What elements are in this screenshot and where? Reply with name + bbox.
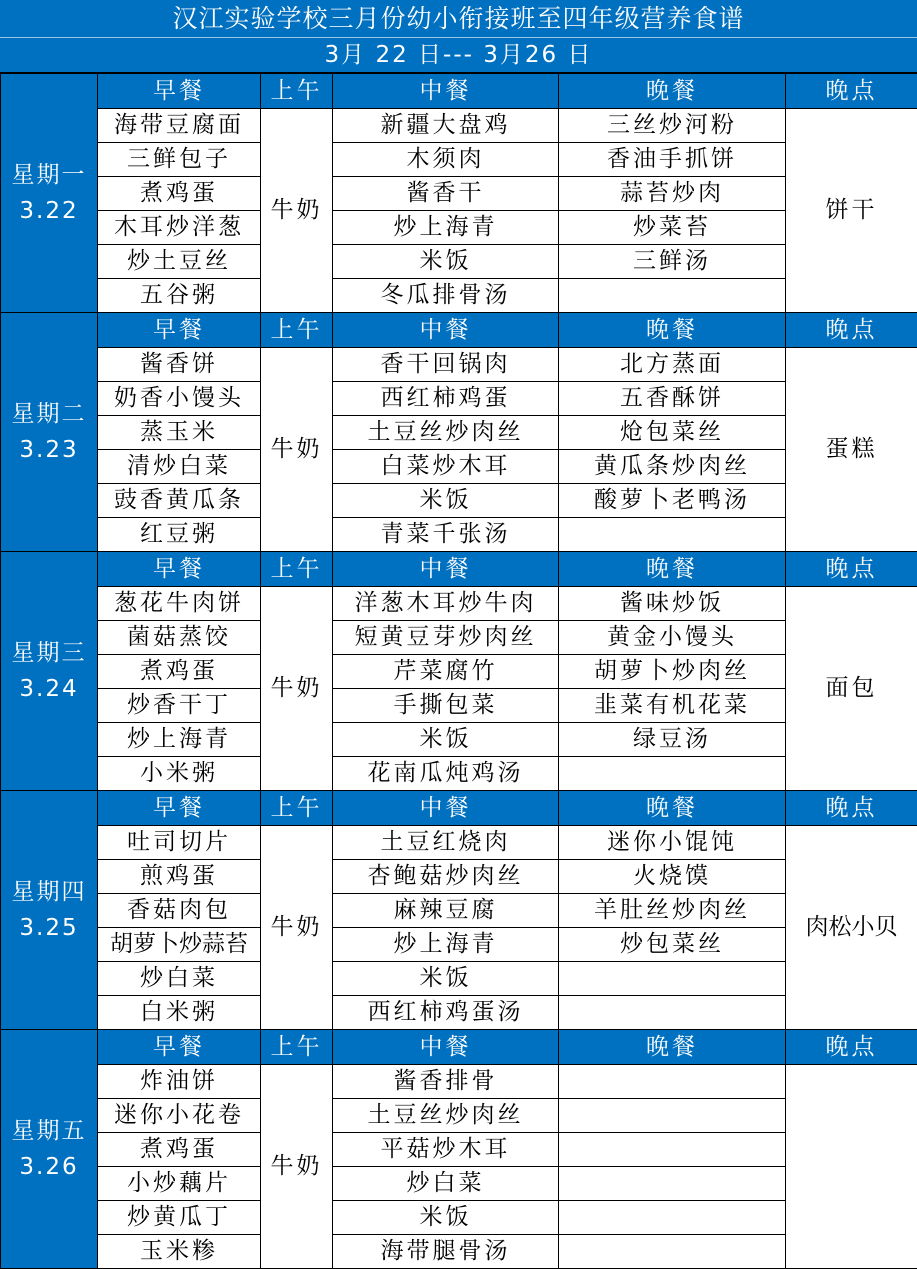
day-label bbox=[1, 313, 98, 552]
column-header-dinner: 晚餐 bbox=[559, 791, 786, 826]
dinner-item: 酱味炒饭 bbox=[559, 587, 786, 621]
snack-item bbox=[786, 1065, 917, 1269]
column-header-dinner: 晚餐 bbox=[559, 74, 786, 109]
lunch-item: 酱香排骨 bbox=[333, 1065, 559, 1099]
date-label: 3.24 bbox=[1, 671, 97, 707]
menu-row bbox=[1, 109, 917, 143]
column-header-breakfast: 早餐 bbox=[98, 791, 261, 826]
breakfast-item: 五谷粥 bbox=[98, 279, 261, 313]
menu-row bbox=[1, 279, 917, 313]
breakfast-item: 煎鸡蛋 bbox=[98, 860, 261, 894]
dinner-item bbox=[559, 962, 786, 996]
page-title: 汉江实验学校三月份幼小衔接班至四年级营养食谱 bbox=[0, 0, 917, 38]
date-label: 3.23 bbox=[1, 432, 97, 468]
column-header-lunch: 中餐 bbox=[333, 313, 559, 348]
breakfast-item: 煮鸡蛋 bbox=[98, 1133, 261, 1167]
lunch-item: 土豆红烧肉 bbox=[333, 826, 559, 860]
snack-item: 肉松小贝 bbox=[786, 826, 917, 1030]
column-header-lunch: 中餐 bbox=[333, 791, 559, 826]
lunch-item: 海带腿骨汤 bbox=[333, 1235, 559, 1269]
breakfast-item: 胡萝卜炒蒜苔 bbox=[98, 928, 261, 962]
dinner-item: 火烧馍 bbox=[559, 860, 786, 894]
menu-row bbox=[1, 416, 917, 450]
column-header-breakfast: 早餐 bbox=[98, 552, 261, 587]
weekday-label: 星期一 bbox=[1, 157, 97, 193]
morning-item: 牛奶 bbox=[261, 826, 333, 1030]
lunch-item: 土豆丝炒肉丝 bbox=[333, 416, 559, 450]
column-header-morning: 上午 bbox=[261, 1030, 333, 1065]
column-header-dinner: 晚餐 bbox=[559, 552, 786, 587]
lunch-item: 炒上海青 bbox=[333, 928, 559, 962]
header-row bbox=[1, 74, 917, 109]
column-header-dinner: 晚餐 bbox=[559, 313, 786, 348]
menu-row bbox=[1, 996, 917, 1030]
lunch-item: 米饭 bbox=[333, 962, 559, 996]
day-label bbox=[1, 791, 98, 1030]
menu-row bbox=[1, 655, 917, 689]
lunch-item: 杏鲍菇炒肉丝 bbox=[333, 860, 559, 894]
header-row bbox=[1, 791, 917, 826]
dinner-item: 三鲜汤 bbox=[559, 245, 786, 279]
dinner-item bbox=[559, 1167, 786, 1201]
breakfast-item: 炒黄瓜丁 bbox=[98, 1201, 261, 1235]
weekday-label: 星期二 bbox=[1, 396, 97, 432]
lunch-item: 米饭 bbox=[333, 245, 559, 279]
dinner-item bbox=[559, 996, 786, 1030]
lunch-item: 米饭 bbox=[333, 484, 559, 518]
lunch-item: 芹菜腐竹 bbox=[333, 655, 559, 689]
lunch-item: 麻辣豆腐 bbox=[333, 894, 559, 928]
column-header-lunch: 中餐 bbox=[333, 552, 559, 587]
breakfast-item: 白米粥 bbox=[98, 996, 261, 1030]
breakfast-item: 香菇肉包 bbox=[98, 894, 261, 928]
lunch-item: 青菜千张汤 bbox=[333, 518, 559, 552]
column-header-morning: 上午 bbox=[261, 552, 333, 587]
breakfast-item: 小炒藕片 bbox=[98, 1167, 261, 1201]
column-header-morning: 上午 bbox=[261, 74, 333, 109]
dinner-item: 酸萝卜老鸭汤 bbox=[559, 484, 786, 518]
dinner-item: 三丝炒河粉 bbox=[559, 109, 786, 143]
column-header-lunch: 中餐 bbox=[333, 74, 559, 109]
menu-row bbox=[1, 211, 917, 245]
menu-row bbox=[1, 1235, 917, 1269]
breakfast-item: 蒸玉米 bbox=[98, 416, 261, 450]
column-header-morning: 上午 bbox=[261, 313, 333, 348]
date-label: 3.26 bbox=[1, 1149, 97, 1185]
breakfast-item: 煮鸡蛋 bbox=[98, 177, 261, 211]
menu-row bbox=[1, 177, 917, 211]
dinner-item: 香油手抓饼 bbox=[559, 143, 786, 177]
dinner-item: 韭菜有机花菜 bbox=[559, 689, 786, 723]
menu-row bbox=[1, 143, 917, 177]
breakfast-item: 炒白菜 bbox=[98, 962, 261, 996]
breakfast-item: 炸油饼 bbox=[98, 1065, 261, 1099]
menu-row bbox=[1, 723, 917, 757]
dinner-item bbox=[559, 1133, 786, 1167]
lunch-item: 木须肉 bbox=[333, 143, 559, 177]
breakfast-item: 玉米糁 bbox=[98, 1235, 261, 1269]
column-header-breakfast: 早餐 bbox=[98, 74, 261, 109]
dinner-item: 胡萝卜炒肉丝 bbox=[559, 655, 786, 689]
dinner-item: 黄金小馒头 bbox=[559, 621, 786, 655]
dinner-item: 炒包菜丝 bbox=[559, 928, 786, 962]
morning-item: 牛奶 bbox=[261, 109, 333, 313]
menu-row bbox=[1, 1133, 917, 1167]
lunch-item: 平菇炒木耳 bbox=[333, 1133, 559, 1167]
header-row bbox=[1, 313, 917, 348]
column-header-breakfast: 早餐 bbox=[98, 1030, 261, 1065]
column-header-snack: 晚点 bbox=[786, 552, 917, 587]
menu-row bbox=[1, 518, 917, 552]
date-label: 3.22 bbox=[1, 193, 97, 229]
menu-row bbox=[1, 587, 917, 621]
breakfast-item: 迷你小花卷 bbox=[98, 1099, 261, 1133]
breakfast-item: 炒香干丁 bbox=[98, 689, 261, 723]
menu-row bbox=[1, 1099, 917, 1133]
lunch-item: 洋葱木耳炒牛肉 bbox=[333, 587, 559, 621]
lunch-item: 手撕包菜 bbox=[333, 689, 559, 723]
breakfast-item: 酱香饼 bbox=[98, 348, 261, 382]
breakfast-item: 炒上海青 bbox=[98, 723, 261, 757]
dinner-item: 羊肚丝炒肉丝 bbox=[559, 894, 786, 928]
breakfast-item: 菌菇蒸饺 bbox=[98, 621, 261, 655]
dinner-item: 黄瓜条炒肉丝 bbox=[559, 450, 786, 484]
morning-item: 牛奶 bbox=[261, 1065, 333, 1269]
dinner-item: 蒜苔炒肉 bbox=[559, 177, 786, 211]
lunch-item: 酱香干 bbox=[333, 177, 559, 211]
breakfast-item: 红豆粥 bbox=[98, 518, 261, 552]
dinner-item bbox=[559, 757, 786, 791]
date-range: 3月 22 日--- 3月26 日 bbox=[0, 38, 917, 73]
breakfast-item: 豉香黄瓜条 bbox=[98, 484, 261, 518]
lunch-item: 冬瓜排骨汤 bbox=[333, 279, 559, 313]
lunch-item: 土豆丝炒肉丝 bbox=[333, 1099, 559, 1133]
breakfast-item: 吐司切片 bbox=[98, 826, 261, 860]
column-header-snack: 晚点 bbox=[786, 74, 917, 109]
weekday-label: 星期四 bbox=[1, 874, 97, 910]
breakfast-item: 小米粥 bbox=[98, 757, 261, 791]
header-row bbox=[1, 552, 917, 587]
dinner-item: 迷你小馄饨 bbox=[559, 826, 786, 860]
dinner-item bbox=[559, 518, 786, 552]
weekday-label: 星期五 bbox=[1, 1113, 97, 1149]
breakfast-item: 煮鸡蛋 bbox=[98, 655, 261, 689]
dinner-item bbox=[559, 1235, 786, 1269]
breakfast-item: 三鲜包子 bbox=[98, 143, 261, 177]
lunch-item: 米饭 bbox=[333, 723, 559, 757]
breakfast-item: 海带豆腐面 bbox=[98, 109, 261, 143]
column-header-snack: 晚点 bbox=[786, 1030, 917, 1065]
column-header-lunch: 中餐 bbox=[333, 1030, 559, 1065]
menu-row bbox=[1, 962, 917, 996]
dinner-item: 五香酥饼 bbox=[559, 382, 786, 416]
menu-row bbox=[1, 928, 917, 962]
menu-row bbox=[1, 382, 917, 416]
lunch-item: 西红柿鸡蛋 bbox=[333, 382, 559, 416]
breakfast-item: 木耳炒洋葱 bbox=[98, 211, 261, 245]
menu-row bbox=[1, 757, 917, 791]
lunch-item: 白菜炒木耳 bbox=[333, 450, 559, 484]
breakfast-item: 葱花牛肉饼 bbox=[98, 587, 261, 621]
date-label: 3.25 bbox=[1, 910, 97, 946]
lunch-item: 香干回锅肉 bbox=[333, 348, 559, 382]
column-header-dinner: 晚餐 bbox=[559, 1030, 786, 1065]
breakfast-item: 清炒白菜 bbox=[98, 450, 261, 484]
lunch-item: 短黄豆芽炒肉丝 bbox=[333, 621, 559, 655]
day-label bbox=[1, 1030, 98, 1269]
lunch-item: 新疆大盘鸡 bbox=[333, 109, 559, 143]
morning-item: 牛奶 bbox=[261, 348, 333, 552]
menu-row bbox=[1, 826, 917, 860]
day-label bbox=[1, 552, 98, 791]
dinner-item: 北方蒸面 bbox=[559, 348, 786, 382]
dinner-item bbox=[559, 1201, 786, 1235]
dinner-item bbox=[559, 279, 786, 313]
snack-item: 面包 bbox=[786, 587, 917, 791]
menu-row bbox=[1, 484, 917, 518]
column-header-snack: 晚点 bbox=[786, 791, 917, 826]
breakfast-item: 奶香小馒头 bbox=[98, 382, 261, 416]
breakfast-item: 炒土豆丝 bbox=[98, 245, 261, 279]
menu-row bbox=[1, 689, 917, 723]
day-label bbox=[1, 74, 98, 313]
lunch-item: 炒上海青 bbox=[333, 211, 559, 245]
menu-table bbox=[0, 73, 917, 1269]
lunch-item: 西红柿鸡蛋汤 bbox=[333, 996, 559, 1030]
snack-item: 饼干 bbox=[786, 109, 917, 313]
menu-row bbox=[1, 860, 917, 894]
menu-row bbox=[1, 1201, 917, 1235]
dinner-item: 炒菜苔 bbox=[559, 211, 786, 245]
menu-row bbox=[1, 348, 917, 382]
dinner-item bbox=[559, 1099, 786, 1133]
dinner-item: 绿豆汤 bbox=[559, 723, 786, 757]
column-header-morning: 上午 bbox=[261, 791, 333, 826]
menu-row bbox=[1, 1167, 917, 1201]
dinner-item bbox=[559, 1065, 786, 1099]
lunch-item: 花南瓜炖鸡汤 bbox=[333, 757, 559, 791]
menu-row bbox=[1, 245, 917, 279]
column-header-snack: 晚点 bbox=[786, 313, 917, 348]
menu-row bbox=[1, 894, 917, 928]
menu-row bbox=[1, 450, 917, 484]
menu-row bbox=[1, 1065, 917, 1099]
lunch-item: 炒白菜 bbox=[333, 1167, 559, 1201]
snack-item: 蛋糕 bbox=[786, 348, 917, 552]
menu-body bbox=[1, 74, 917, 1269]
menu-row bbox=[1, 621, 917, 655]
morning-item: 牛奶 bbox=[261, 587, 333, 791]
column-header-breakfast: 早餐 bbox=[98, 313, 261, 348]
lunch-item: 米饭 bbox=[333, 1201, 559, 1235]
header-row bbox=[1, 1030, 917, 1065]
dinner-item: 炝包菜丝 bbox=[559, 416, 786, 450]
weekday-label: 星期三 bbox=[1, 635, 97, 671]
